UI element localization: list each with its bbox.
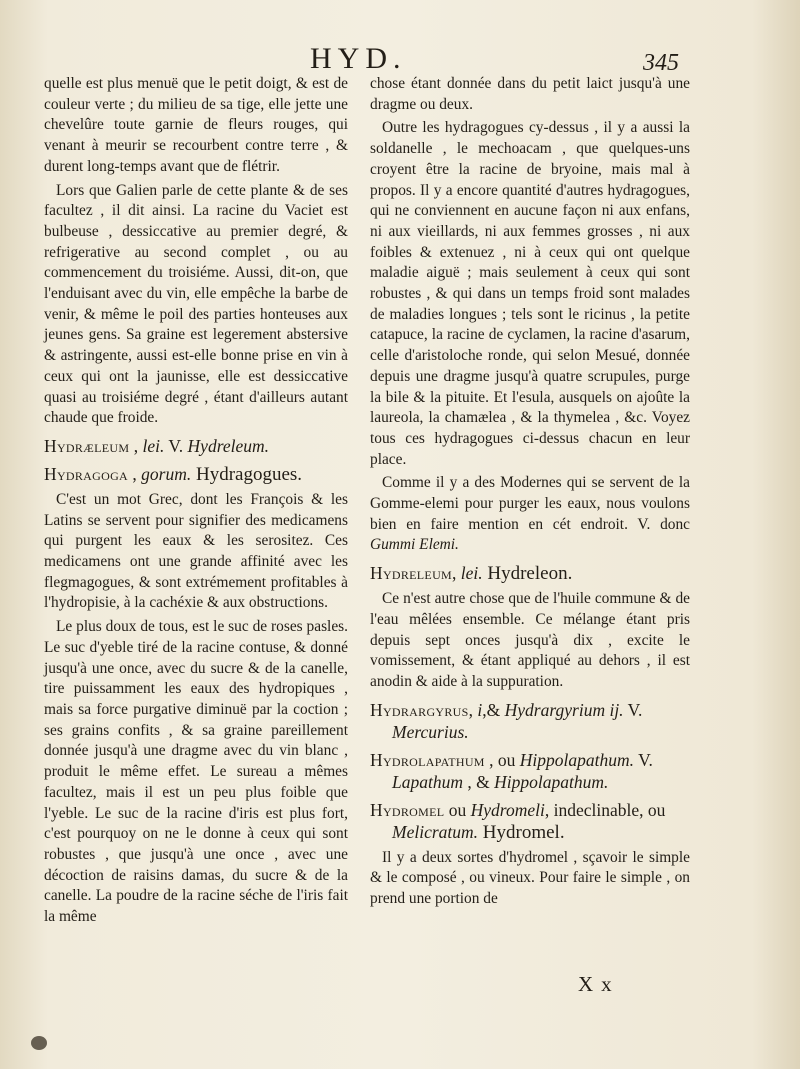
paragraph xyxy=(370,473,690,556)
alternate-form: Melicratum. xyxy=(392,821,479,842)
grammar-ending: i xyxy=(477,699,483,720)
paragraph: Il y a deux sortes d'hydromel , sçavoir le simple & le composé , ou vineux. Pour faire le simple , on prend une portion de xyxy=(370,848,690,908)
headword: Hydræleum xyxy=(44,435,130,456)
conjunction: , & xyxy=(462,771,495,792)
grammar-ending: lei. xyxy=(142,435,165,456)
headword: Hydreleum xyxy=(370,563,452,584)
dictionary-entry-hydrolapathum xyxy=(370,749,690,793)
cross-ref-target: Hippolapathum. xyxy=(494,771,609,792)
separator: ou xyxy=(444,799,471,820)
right-column xyxy=(370,74,690,913)
paragraph: Ce n'est autre chose que de l'huile commune & de l'eau mêlées ensemble. Ce mélange étant pris depuis sept onces jusqu'à dix , excite le vomissement, & étant appliqué au dehors , il est anodin & aide à la suppuration. xyxy=(370,590,690,690)
dictionary-entry-hydromel xyxy=(370,799,690,844)
paragraph: Outre les hydragogues cy-dessus , il y a aussi la soldanelle , le mechoacam , que quelques-uns croyent être la racine de bryoine, mais mal à propos. Il y a encore quantité d'autres hydragogues, qui ne conviennent en aucune façon ni aux enfans, ni aux vieillards, ni aux femmes grosses , ni aux foibles & extenuez , ni à ceux qui ont quelque maladie aiguë ; mais seulement à ceux qui sont robustes , & qui dans un temps froid sont malades de maladies longues ; tels sont le ricinus , la petite catapuce, la racine de cyclamen, la racine d'asarum, celle d'aristoloche ronde, qui selon Mesué, donnée depuis une dragme jusqu'à quatre scrupules, purge la bile & la pituite. Et l'esula, ausquels on ajoûte la laureola, la chamælea , & la thymelea , &c. Voyez tous ces hydragogues ci-dessus chacun en leur place. xyxy=(370,119,690,468)
dictionary-entry-hydragoga xyxy=(44,463,348,486)
paragraph: Lors que Galien parle de cette plante & de ses facultez , il dit ainsi. La racine du Vaciet est bulbeuse , dessiccative au premier degré, & refrigerative au second complet , ou au commencement du troisiéme. Aussi, dit-on, que l'enduisant avec du vin, elle empêche la barbe de venir, & même le poil des parties honteuses aux jeunes gens. Sa graine est legerement abstersive & astringente, aussi est-elle bonne prise en vin à ceux qui ont la jaunisse, elle est dessiccative quasi au troisiéme degré , étant d'ailleurs autant chaude que froide. xyxy=(44,181,348,427)
page-number: 345 xyxy=(643,50,679,76)
headword: Hydromel xyxy=(370,799,445,820)
cross-ref-target: Mercurius. xyxy=(392,721,469,742)
dictionary-entry-hydraeleum xyxy=(44,435,348,457)
left-column xyxy=(44,74,348,931)
ink-spot xyxy=(31,1036,47,1050)
dictionary-entry-hydrargyrus xyxy=(370,699,690,743)
connector-text: , indeclinable, ou xyxy=(544,799,666,820)
cross-ref-target: Hydreleum. xyxy=(187,435,270,456)
grammar-ending: lei. xyxy=(460,563,483,584)
separator: , ou xyxy=(484,749,520,770)
french-term: Hydromel. xyxy=(478,821,565,843)
alternate-form: Hippolapathum. xyxy=(519,749,635,770)
paragraph: C'est un mot Grec, dont les François & les Latins se servent pour signifier des medicamens qui purgent les eaux & les serositez. Ces medicamens ont une grande affinité avec les flegmagogues, & sont extrémement profitables à l'hydropisie, à la cachéxie & aux obstructions. xyxy=(44,490,348,612)
separator: , xyxy=(128,463,142,484)
dictionary-entry-hydreleum xyxy=(370,562,690,585)
running-head xyxy=(0,42,800,78)
cross-ref-marker: V. xyxy=(623,699,643,720)
cross-ref-marker: V. xyxy=(634,749,653,770)
alternate-form: Hydromeli xyxy=(470,799,545,820)
french-term: Hydreleon. xyxy=(482,563,573,585)
paragraph: Le plus doux de tous, est le suc de roses pasles. Le suc d'yeble tiré de la racine contuse, & donné jusqu'à une once, avec du sucre & de la canelle, tire puissamment les eaux des hydropiques , mais sa force purgative diminuë par la coction ; ses grains confits , & sa graine pareillement donnée jusqu'à une dragme avec du vin blanc , produit le même effet. Le sureau a mêmes facultez, mais il est un peu plus foible que l'yeble. Le suc de la racine d'iris est plus fort, c'est pourquoy on ne le donne à ceux qui sont robustes , que jusqu'à une once , avec une décoction de raisins damas, du sucre & de la canelle. La poudre de la racine séche de l'iris fait la même xyxy=(44,618,348,926)
paragraph: quelle est plus menuë que le petit doigt, & est de couleur verte ; du milieu de sa tige, elle jette une chevelûre toute garnie de fleurs rouges, qui venant à meurir se recourbent contre terre , & durent long-temps avant que de flétrir. xyxy=(44,75,348,175)
headword: Hydrargyrus xyxy=(370,699,469,720)
headword: Hydrolapathum xyxy=(370,749,485,770)
separator: , xyxy=(129,435,143,456)
cross-ref-target: Lapathum xyxy=(392,771,463,792)
cross-ref-target: Gummi Elemi. xyxy=(370,536,459,554)
french-term: Hydragogues. xyxy=(191,463,303,485)
conjunction: ,& xyxy=(482,699,505,720)
running-head-title: HYD. xyxy=(310,42,407,75)
signature-mark: Xx xyxy=(578,972,620,996)
grammar-ending: gorum. xyxy=(141,463,192,484)
alternate-form: Hydrargyrium ij. xyxy=(504,699,624,720)
separator: , xyxy=(468,699,478,720)
separator: , xyxy=(452,563,461,584)
cross-ref-marker: V. xyxy=(164,435,188,456)
paragraph: chose étant donnée dans du petit laict jusqu'à une dragme ou deux. xyxy=(370,75,690,113)
paragraph-text: Comme il y a des Modernes qui se servent de la Gomme-elemi pour purger les eaux, nous voulons bien en faire mention en cét endroit. V. donc xyxy=(370,474,690,533)
headword: Hydragoga xyxy=(44,463,129,484)
